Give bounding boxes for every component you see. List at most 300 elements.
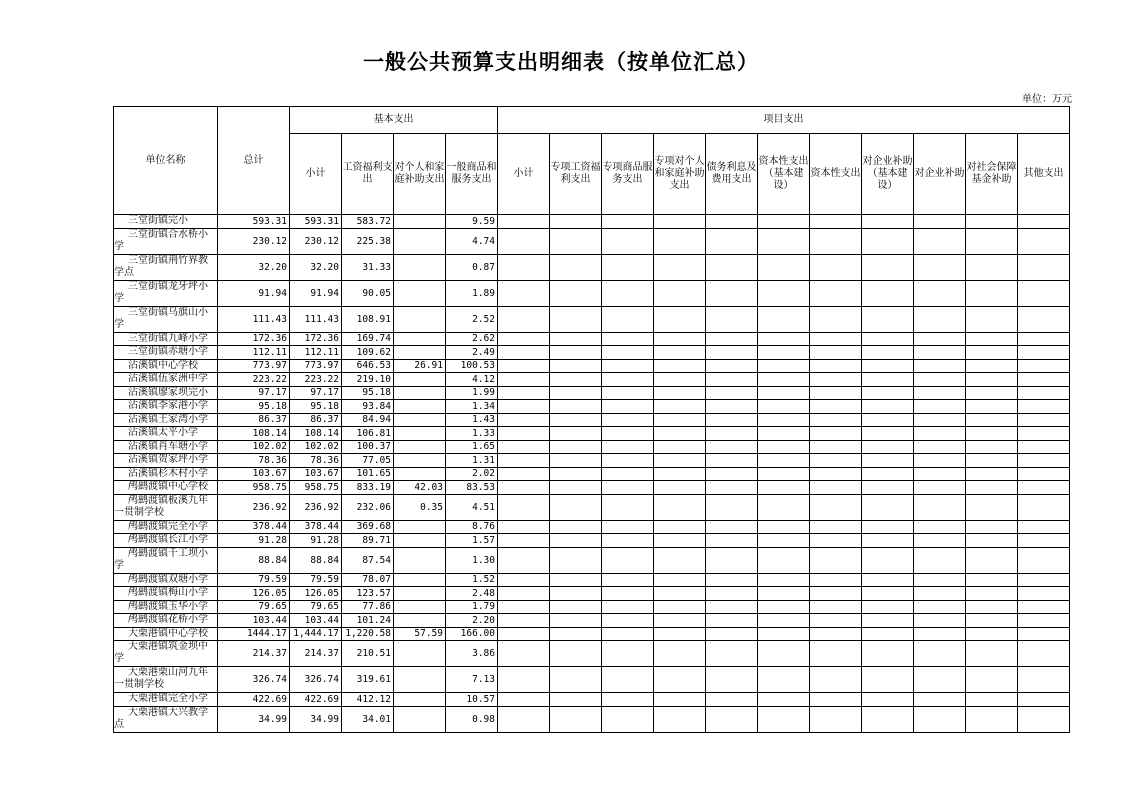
cell-project-empty: [1018, 481, 1070, 495]
cell-project-empty: [550, 706, 602, 732]
cell-project-empty: [602, 215, 654, 229]
cell-project-empty: [810, 667, 862, 693]
header-project-col: 其他支出: [1018, 134, 1070, 215]
header-project-col: 资本性支出: [810, 134, 862, 215]
cell-project-empty: [602, 627, 654, 641]
cell-project-empty: [1018, 215, 1070, 229]
cell-subtotal: 79.59: [290, 573, 342, 587]
cell-total: 593.31: [218, 215, 290, 229]
table-row: [114, 614, 1070, 628]
cell-project-empty: [654, 494, 706, 520]
cell-project-empty: [914, 706, 966, 732]
cell-project-empty: [810, 228, 862, 254]
cell-project-empty: [550, 373, 602, 387]
cell-family: [394, 332, 446, 346]
cell-project-empty: [498, 215, 550, 229]
table-row: [114, 600, 1070, 614]
cell-project-empty: [654, 440, 706, 454]
cell-project-empty: [914, 547, 966, 573]
cell-project-empty: [1018, 534, 1070, 548]
cell-project-empty: [914, 427, 966, 441]
cell-unit-name: 沾溪镇杉木村小学: [114, 467, 218, 481]
cell-project-empty: [654, 573, 706, 587]
cell-family: [394, 413, 446, 427]
cell-project-empty: [862, 454, 914, 468]
cell-unit-name: 鸬鹚渡镇千工坝小学: [114, 547, 218, 573]
cell-project-empty: [498, 454, 550, 468]
cell-wage: 93.84: [342, 400, 394, 414]
cell-project-empty: [654, 627, 706, 641]
cell-project-empty: [810, 587, 862, 601]
cell-project-empty: [966, 215, 1018, 229]
cell-wage: 123.57: [342, 587, 394, 601]
header-basic-col: 小计: [290, 134, 342, 215]
cell-unit-name: 大栗港镇大兴教学点: [114, 706, 218, 732]
table-row: [114, 520, 1070, 534]
cell-project-empty: [654, 693, 706, 707]
cell-project-empty: [1018, 427, 1070, 441]
cell-project-empty: [810, 600, 862, 614]
cell-project-empty: [914, 614, 966, 628]
cell-project-empty: [654, 454, 706, 468]
table-row: [114, 481, 1070, 495]
cell-total: 78.36: [218, 454, 290, 468]
cell-unit-name: 鸬鹚渡镇中心学校: [114, 481, 218, 495]
cell-wage: 101.65: [342, 467, 394, 481]
cell-unit-name: 大栗港镇中心学校: [114, 627, 218, 641]
cell-project-empty: [654, 547, 706, 573]
cell-family: [394, 534, 446, 548]
cell-project-empty: [758, 215, 810, 229]
cell-project-empty: [758, 427, 810, 441]
table-row: [114, 254, 1070, 280]
cell-unit-name: 三堂街镇完小: [114, 215, 218, 229]
cell-project-empty: [862, 228, 914, 254]
cell-project-empty: [758, 547, 810, 573]
cell-project-empty: [914, 228, 966, 254]
cell-project-empty: [654, 306, 706, 332]
cell-project-empty: [862, 520, 914, 534]
cell-project-empty: [602, 706, 654, 732]
cell-goods: 1.57: [446, 534, 498, 548]
cell-project-empty: [706, 573, 758, 587]
cell-total: 223.22: [218, 373, 290, 387]
cell-family: [394, 228, 446, 254]
cell-goods: 1.43: [446, 413, 498, 427]
cell-family: [394, 706, 446, 732]
cell-project-empty: [914, 359, 966, 373]
cell-project-empty: [706, 614, 758, 628]
cell-total: 112.11: [218, 346, 290, 360]
cell-project-empty: [706, 386, 758, 400]
cell-project-empty: [498, 641, 550, 667]
cell-family: [394, 641, 446, 667]
cell-project-empty: [862, 667, 914, 693]
cell-family: [394, 306, 446, 332]
cell-goods: 83.53: [446, 481, 498, 495]
cell-wage: 90.05: [342, 280, 394, 306]
cell-project-empty: [810, 494, 862, 520]
cell-goods: 2.52: [446, 306, 498, 332]
cell-project-empty: [810, 386, 862, 400]
cell-project-empty: [1018, 614, 1070, 628]
table-row: [114, 373, 1070, 387]
cell-project-empty: [862, 386, 914, 400]
table-row: [114, 693, 1070, 707]
cell-project-empty: [758, 600, 810, 614]
cell-goods: 166.00: [446, 627, 498, 641]
cell-project-empty: [654, 481, 706, 495]
cell-project-empty: [914, 667, 966, 693]
cell-project-empty: [706, 427, 758, 441]
cell-total: 86.37: [218, 413, 290, 427]
cell-project-empty: [862, 359, 914, 373]
cell-project-empty: [550, 359, 602, 373]
table-row: [114, 454, 1070, 468]
cell-unit-name: 沾溪镇中心学校: [114, 359, 218, 373]
cell-family: [394, 254, 446, 280]
cell-project-empty: [1018, 386, 1070, 400]
cell-project-empty: [706, 332, 758, 346]
cell-project-empty: [862, 706, 914, 732]
cell-project-empty: [914, 280, 966, 306]
cell-project-empty: [550, 494, 602, 520]
cell-project-empty: [758, 693, 810, 707]
cell-project-empty: [602, 547, 654, 573]
cell-goods: 1.99: [446, 386, 498, 400]
cell-wage: 101.24: [342, 614, 394, 628]
cell-project-empty: [498, 573, 550, 587]
cell-project-empty: [758, 386, 810, 400]
cell-project-empty: [550, 467, 602, 481]
header-basic-col: 工资福利支出: [342, 134, 394, 215]
cell-project-empty: [654, 413, 706, 427]
cell-project-empty: [498, 534, 550, 548]
cell-project-empty: [810, 481, 862, 495]
cell-total: 111.43: [218, 306, 290, 332]
cell-project-empty: [1018, 359, 1070, 373]
cell-wage: 100.37: [342, 440, 394, 454]
cell-project-empty: [758, 706, 810, 732]
cell-project-empty: [914, 494, 966, 520]
cell-family: [394, 573, 446, 587]
cell-family: [394, 373, 446, 387]
cell-unit-name: 三堂街镇合水桥小学: [114, 228, 218, 254]
cell-unit-name: 沾溪镇廖家坝完小: [114, 386, 218, 400]
cell-project-empty: [654, 280, 706, 306]
cell-family: [394, 386, 446, 400]
cell-project-empty: [602, 306, 654, 332]
table-row: [114, 641, 1070, 667]
cell-project-empty: [810, 440, 862, 454]
cell-project-empty: [498, 254, 550, 280]
cell-subtotal: 126.05: [290, 587, 342, 601]
cell-project-empty: [758, 359, 810, 373]
cell-goods: 7.13: [446, 667, 498, 693]
header-project-col: 专项商品服务支出: [602, 134, 654, 215]
cell-project-empty: [914, 332, 966, 346]
cell-family: [394, 547, 446, 573]
cell-project-empty: [862, 306, 914, 332]
cell-project-empty: [706, 454, 758, 468]
cell-total: 88.84: [218, 547, 290, 573]
cell-project-empty: [550, 547, 602, 573]
cell-total: 230.12: [218, 228, 290, 254]
cell-project-empty: [862, 427, 914, 441]
cell-project-empty: [758, 614, 810, 628]
cell-unit-name: 鸬鹚渡镇双塘小学: [114, 573, 218, 587]
cell-goods: 1.52: [446, 573, 498, 587]
cell-project-empty: [654, 706, 706, 732]
header-project-col: 债务利息及费用支出: [706, 134, 758, 215]
cell-project-empty: [602, 346, 654, 360]
cell-project-empty: [966, 641, 1018, 667]
table-row: [114, 215, 1070, 229]
cell-family: [394, 600, 446, 614]
cell-wage: 77.05: [342, 454, 394, 468]
cell-project-empty: [654, 614, 706, 628]
cell-project-empty: [1018, 332, 1070, 346]
cell-goods: 2.48: [446, 587, 498, 601]
cell-unit-name: 沾溪镇王家湾小学: [114, 413, 218, 427]
cell-project-empty: [810, 520, 862, 534]
cell-project-empty: [914, 600, 966, 614]
cell-project-empty: [654, 427, 706, 441]
cell-wage: 78.07: [342, 573, 394, 587]
cell-project-empty: [706, 359, 758, 373]
cell-family: 57.59: [394, 627, 446, 641]
cell-project-empty: [706, 706, 758, 732]
cell-total: 126.05: [218, 587, 290, 601]
cell-project-empty: [810, 454, 862, 468]
cell-unit-name: 大栗港镇筑金坝中学: [114, 641, 218, 667]
cell-total: 773.97: [218, 359, 290, 373]
header-project-col: 对社会保障基金补助: [966, 134, 1018, 215]
table-row: [114, 534, 1070, 548]
cell-project-empty: [550, 627, 602, 641]
cell-project-empty: [966, 573, 1018, 587]
table-row: [114, 359, 1070, 373]
cell-project-empty: [810, 254, 862, 280]
cell-project-empty: [550, 481, 602, 495]
cell-project-empty: [862, 413, 914, 427]
cell-project-empty: [966, 667, 1018, 693]
header-project-col: 专项工资福利支出: [550, 134, 602, 215]
cell-wage: 84.94: [342, 413, 394, 427]
cell-project-empty: [654, 667, 706, 693]
cell-project-empty: [498, 280, 550, 306]
cell-total: 32.20: [218, 254, 290, 280]
cell-project-empty: [706, 627, 758, 641]
cell-project-empty: [706, 440, 758, 454]
cell-goods: 2.62: [446, 332, 498, 346]
cell-project-empty: [550, 427, 602, 441]
cell-project-empty: [966, 306, 1018, 332]
cell-unit-name: 沾溪镇太平小学: [114, 427, 218, 441]
cell-project-empty: [706, 467, 758, 481]
cell-wage: 219.10: [342, 373, 394, 387]
cell-project-empty: [498, 228, 550, 254]
cell-project-empty: [966, 587, 1018, 601]
cell-unit-name: 鸬鹚渡镇长江小学: [114, 534, 218, 548]
cell-project-empty: [602, 481, 654, 495]
cell-subtotal: 108.14: [290, 427, 342, 441]
cell-wage: 34.01: [342, 706, 394, 732]
cell-total: 34.99: [218, 706, 290, 732]
cell-project-empty: [1018, 400, 1070, 414]
cell-subtotal: 103.44: [290, 614, 342, 628]
cell-subtotal: 103.67: [290, 467, 342, 481]
cell-goods: 9.59: [446, 215, 498, 229]
cell-project-empty: [914, 373, 966, 387]
budget-table: [113, 106, 1070, 733]
cell-project-empty: [550, 693, 602, 707]
cell-subtotal: 95.18: [290, 400, 342, 414]
cell-total: 422.69: [218, 693, 290, 707]
cell-family: [394, 346, 446, 360]
cell-project-empty: [602, 359, 654, 373]
cell-subtotal: 97.17: [290, 386, 342, 400]
cell-project-empty: [550, 534, 602, 548]
cell-project-empty: [914, 520, 966, 534]
cell-project-empty: [498, 400, 550, 414]
cell-project-empty: [810, 359, 862, 373]
cell-project-empty: [602, 494, 654, 520]
cell-project-empty: [1018, 573, 1070, 587]
cell-project-empty: [602, 600, 654, 614]
cell-project-empty: [914, 587, 966, 601]
cell-project-empty: [654, 641, 706, 667]
header-project-col: 专项对个人和家庭补助支出: [654, 134, 706, 215]
table-row: [114, 547, 1070, 573]
table-row: [114, 587, 1070, 601]
cell-project-empty: [550, 440, 602, 454]
cell-project-empty: [758, 641, 810, 667]
cell-project-empty: [550, 215, 602, 229]
cell-project-empty: [706, 373, 758, 387]
cell-project-empty: [1018, 627, 1070, 641]
cell-project-empty: [914, 693, 966, 707]
cell-project-empty: [862, 346, 914, 360]
cell-total: 1444.17: [218, 627, 290, 641]
cell-family: [394, 614, 446, 628]
cell-project-empty: [498, 359, 550, 373]
cell-family: 42.03: [394, 481, 446, 495]
cell-project-empty: [498, 706, 550, 732]
cell-project-empty: [1018, 254, 1070, 280]
cell-project-empty: [966, 400, 1018, 414]
cell-project-empty: [966, 614, 1018, 628]
cell-unit-name: 沾溪镇伍家洲中学: [114, 373, 218, 387]
cell-family: [394, 280, 446, 306]
header-total: 总计: [218, 107, 290, 215]
table-row: [114, 413, 1070, 427]
cell-project-empty: [550, 587, 602, 601]
cell-project-empty: [654, 534, 706, 548]
cell-project-empty: [602, 373, 654, 387]
cell-unit-name: 大栗港镇完全小学: [114, 693, 218, 707]
cell-project-empty: [758, 332, 810, 346]
cell-wage: 109.62: [342, 346, 394, 360]
page-title: 一般公共预算支出明细表（按单位汇总）: [363, 49, 759, 74]
cell-project-empty: [706, 306, 758, 332]
header-basic-col: 一般商品和服务支出: [446, 134, 498, 215]
cell-project-empty: [758, 373, 810, 387]
cell-project-empty: [550, 667, 602, 693]
cell-project-empty: [810, 280, 862, 306]
cell-wage: 225.38: [342, 228, 394, 254]
cell-project-empty: [758, 254, 810, 280]
cell-project-empty: [966, 254, 1018, 280]
cell-project-empty: [498, 306, 550, 332]
cell-unit-name: 沾溪镇肖车塘小学: [114, 440, 218, 454]
cell-project-empty: [966, 228, 1018, 254]
cell-project-empty: [862, 573, 914, 587]
cell-project-empty: [966, 467, 1018, 481]
cell-project-empty: [706, 667, 758, 693]
cell-project-empty: [758, 467, 810, 481]
cell-project-empty: [498, 481, 550, 495]
cell-project-empty: [758, 346, 810, 360]
cell-project-empty: [810, 641, 862, 667]
cell-wage: 89.71: [342, 534, 394, 548]
cell-project-empty: [654, 467, 706, 481]
cell-project-empty: [602, 454, 654, 468]
cell-project-empty: [758, 280, 810, 306]
cell-project-empty: [862, 440, 914, 454]
cell-total: 97.17: [218, 386, 290, 400]
header-project-col: 小计: [498, 134, 550, 215]
cell-unit-name: 三堂街镇赤塘小学: [114, 346, 218, 360]
cell-total: 79.59: [218, 573, 290, 587]
cell-project-empty: [602, 573, 654, 587]
cell-project-empty: [1018, 280, 1070, 306]
cell-subtotal: 958.75: [290, 481, 342, 495]
cell-project-empty: [706, 693, 758, 707]
cell-unit-name: 沾溪镇贺家坪小学: [114, 454, 218, 468]
cell-goods: 0.87: [446, 254, 498, 280]
table-row: [114, 306, 1070, 332]
cell-project-empty: [966, 373, 1018, 387]
cell-project-empty: [550, 346, 602, 360]
cell-unit-name: 鸬鹚渡镇玉华小学: [114, 600, 218, 614]
cell-project-empty: [498, 413, 550, 427]
cell-project-empty: [810, 332, 862, 346]
cell-project-empty: [914, 215, 966, 229]
cell-goods: 10.57: [446, 693, 498, 707]
header-project: 项目支出: [498, 107, 1070, 134]
cell-project-empty: [966, 706, 1018, 732]
cell-project-empty: [966, 386, 1018, 400]
cell-project-empty: [862, 400, 914, 414]
cell-goods: 100.53: [446, 359, 498, 373]
cell-project-empty: [862, 600, 914, 614]
table-row: [114, 667, 1070, 693]
cell-project-empty: [706, 413, 758, 427]
cell-subtotal: 78.36: [290, 454, 342, 468]
cell-subtotal: 230.12: [290, 228, 342, 254]
cell-project-empty: [966, 359, 1018, 373]
cell-goods: 1.34: [446, 400, 498, 414]
cell-goods: 0.98: [446, 706, 498, 732]
cell-wage: 95.18: [342, 386, 394, 400]
cell-project-empty: [706, 494, 758, 520]
cell-project-empty: [498, 547, 550, 573]
cell-project-empty: [498, 614, 550, 628]
cell-project-empty: [914, 467, 966, 481]
cell-total: 102.02: [218, 440, 290, 454]
cell-project-empty: [862, 467, 914, 481]
